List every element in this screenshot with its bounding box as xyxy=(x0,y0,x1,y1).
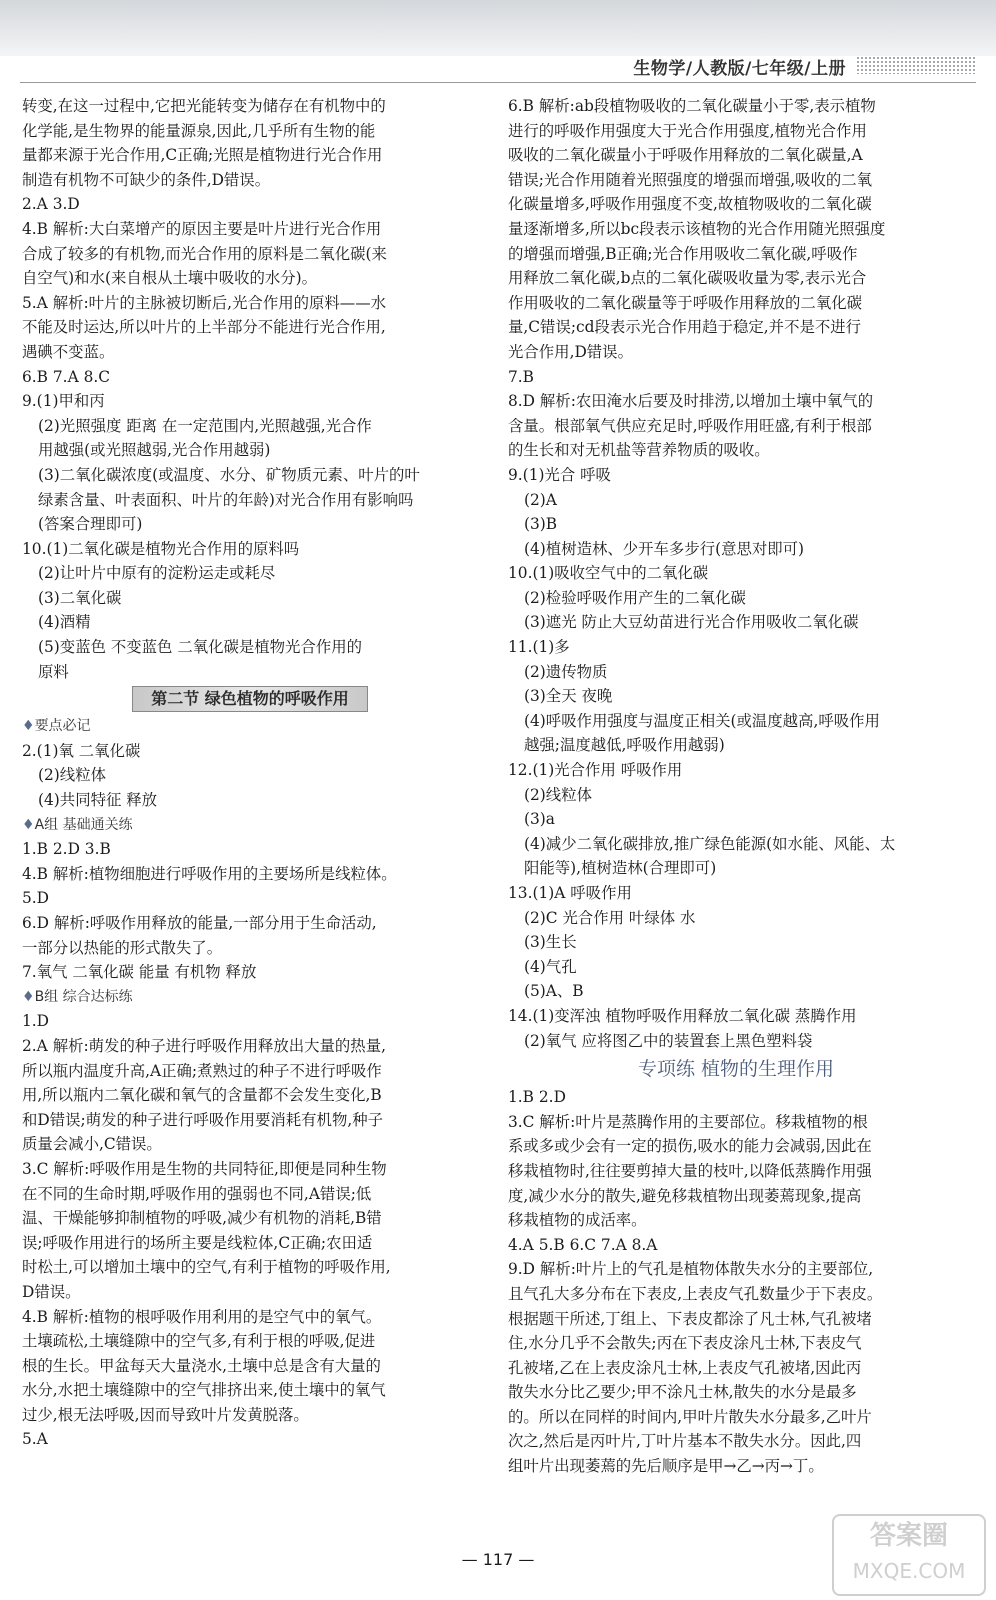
answer-line: 8.D 解析:农田淹水后要及时排涝,以增加土壤中氧气的 xyxy=(508,392,874,411)
answer-line: 遇碘不变蓝。 xyxy=(22,342,115,361)
answer-subline: (2)C 光合作用 叶绿体 水 xyxy=(524,908,696,927)
answer-subline: (4)呼吸作用强度与温度正相关(或温度越高,呼吸作用 xyxy=(524,711,880,730)
answer-line: 10.(1)二氧化碳是植物光合作用的原料吗 xyxy=(22,539,300,558)
answer-line: 化学能,是生物界的能量源泉,因此,几乎所有生物的能 xyxy=(22,121,376,140)
section-title: 第二节 绿色植物的呼吸作用 xyxy=(132,686,368,712)
answer-line: 土壤疏松,土壤缝隙中的空气多,有利于根的呼吸,促进 xyxy=(22,1332,376,1351)
answer-line: 误;呼吸作用进行的场所主要是线粒体,C正确;农田适 xyxy=(22,1233,373,1252)
answer-line: 量逐渐增多,所以bc段表示该植物的光合作用随光照强度 xyxy=(508,219,886,238)
answer-line: 度,减少水分的散失,避免移栽植物出现萎蔫现象,提高 xyxy=(508,1186,862,1205)
answer-subline: (5)变蓝色 不变蓝色 二氧化碳是植物光合作用的 xyxy=(38,638,363,657)
answer-line: 进行的呼吸作用强度大于光合作用强度,植物光合作用 xyxy=(508,121,867,140)
diamond-icon: ♦ xyxy=(22,718,35,735)
answer-line: 根据题干所述,丁组上、下表皮都涂了凡士林,气孔被堵 xyxy=(508,1309,872,1328)
answer-line: 次之,然后是丙叶片,丁叶片基本不散失水分。因此,四 xyxy=(508,1432,862,1451)
answer-line: 的生长和对无机盐等营养物质的吸收。 xyxy=(508,441,770,460)
answer-line: 量都来源于光合作用,C正确;光照是植物进行光合作用 xyxy=(22,146,383,165)
subsection-heading xyxy=(22,813,478,838)
answer-line: 1.B 2.D 3.B xyxy=(22,840,111,859)
answer-subline: (2)让叶片中原有的淀粉运走或耗尽 xyxy=(38,564,276,583)
answer-line: 14.(1)变浑浊 植物呼吸作用释放二氧化碳 蒸腾作用 xyxy=(508,1006,857,1025)
answer-line: 用释放二氧化碳,b点的二氧化碳吸收量为零,表示光合 xyxy=(508,269,867,288)
answer-line: 移栽植物的成活率。 xyxy=(508,1211,647,1230)
watermark-url: MXQE.COM xyxy=(852,1559,966,1583)
answer-subline: 原料 xyxy=(38,662,69,681)
answer-subline: (4)植树造林、少开车多步行(意思对即可) xyxy=(524,539,805,558)
answer-subline: (2)检验呼吸作用产生的二氧化碳 xyxy=(524,588,746,607)
answer-line: 5.A 解析:叶片的主脉被切断后,光合作用的原料——水 xyxy=(22,293,386,312)
header-band xyxy=(0,0,996,56)
answer-subline: (4)共同特征 释放 xyxy=(38,791,158,810)
answer-line: 量,C错误;cd段表示光合作用趋于稳定,并不是不进行 xyxy=(508,318,862,337)
answer-line: 一部分以热能的形式散失了。 xyxy=(22,938,223,957)
watermark-logo xyxy=(832,1514,986,1596)
answer-subline: (2)光照强度 距离 在一定范围内,光照越强,光合作 xyxy=(38,416,372,435)
answer-line: 9.D 解析:叶片上的气孔是植物体散失水分的主要部位, xyxy=(508,1260,874,1279)
answer-line: 9.(1)光合 呼吸 xyxy=(508,465,611,484)
answer-subline: 用越强(或光照越弱,光合作用越弱) xyxy=(38,441,271,460)
answer-line: 在不同的生命时期,呼吸作用的强弱也不同,A错误;低 xyxy=(22,1184,372,1203)
answer-line: 住,水分几乎不会散失;丙在下表皮涂凡士林,下表皮气 xyxy=(508,1334,862,1353)
answer-subline: 绿素含量、叶表面积、叶片的年龄)对光合作用有影响吗 xyxy=(38,490,414,509)
answer-line: 2.A 解析:萌发的种子进行呼吸作用释放出大量的热量, xyxy=(22,1036,386,1055)
answer-subline: (答案合理即可) xyxy=(38,515,143,534)
answer-line: 7.B xyxy=(508,367,534,386)
answer-line: 质量会减小,C错误。 xyxy=(22,1135,162,1154)
answer-line: 时松土,可以增加土壤中的空气,有利于植物的呼吸作用, xyxy=(22,1258,391,1277)
answer-subline: (4)气孔 xyxy=(524,957,577,976)
answer-line: 5.A xyxy=(22,1430,48,1449)
answer-line: 和D错误;萌发的种子进行呼吸作用要消耗有机物,种子 xyxy=(22,1110,384,1129)
subsection-label: B组 综合达标练 xyxy=(34,988,133,1005)
answer-line: 制造有机物不可缺少的条件,D错误。 xyxy=(22,170,271,189)
answer-line: 6.B 7.A 8.C xyxy=(22,367,111,386)
answer-subline: (3)全天 夜晚 xyxy=(524,687,613,706)
page-number: — 117 — xyxy=(461,1550,535,1569)
answer-line: 1.D xyxy=(22,1012,50,1031)
answer-line: 转变,在这一过程中,它把光能转变为储存在有机物中的 xyxy=(22,97,386,115)
answer-line: 6.B 解析:ab段植物吸收的二氧化碳量小于零,表示植物 xyxy=(508,97,876,115)
answer-subline: (3)遮光 防止大豆幼苗进行光合作用吸收二氧化碳 xyxy=(524,613,859,632)
answer-line: 水分,水把土壤缝隙中的空气排挤出来,使土壤中的氧气 xyxy=(22,1381,386,1400)
answer-line: 4.B 解析:植物的根呼吸作用利用的是空气中的氧气。 xyxy=(22,1307,382,1326)
answer-subline: (2)线粒体 xyxy=(524,785,592,804)
left-column xyxy=(22,94,478,1452)
answer-line: 12.(1)光合作用 呼吸作用 xyxy=(508,761,683,780)
answer-line: 用,所以瓶内二氧化碳和氧气的含量都不会发生变化,B xyxy=(22,1086,382,1105)
answer-line: 且气孔大多分布在下表皮,上表皮气孔数量少于下表皮。 xyxy=(508,1284,883,1303)
answer-line: 化碳量增多,呼吸作用强度不变,故植物吸收的二氧化碳 xyxy=(508,195,872,214)
answer-subline: (3)二氧化碳浓度(或温度、水分、矿物质元素、叶片的叶 xyxy=(38,465,420,484)
answer-line: 的。所以在同样的时间内,甲叶片散失水分最多,乙叶片 xyxy=(508,1407,872,1426)
subsection-heading xyxy=(22,985,478,1010)
answer-subline: (3)生长 xyxy=(524,933,577,952)
answer-line: 孔被堵,乙在上表皮涂凡士林,上表皮气孔被堵,因此丙 xyxy=(508,1358,862,1377)
answer-line: 所以瓶内温度升高,A正确;煮熟过的种子不进行呼吸作 xyxy=(22,1061,382,1080)
answer-line: 6.D 解析:呼吸作用释放的能量,一部分用于生命活动, xyxy=(22,914,377,932)
answer-line: 9.(1)甲和丙 xyxy=(22,392,105,411)
answer-line: 4.B 解析:大白菜增产的原因主要是叶片进行光合作用 xyxy=(22,219,382,238)
header-title: 生物学/人教版/七年级/上册 xyxy=(633,59,846,79)
answer-line: 组叶片出现萎蔫的先后顺序是甲→乙→丙→丁。 xyxy=(508,1457,824,1476)
section-banner xyxy=(22,684,478,714)
answer-line: 错误;光合作用随着光照强度的增强而增强,吸收的二氧 xyxy=(508,170,873,189)
answer-line: 自空气)和水(来自根从土壤中吸收的水分)。 xyxy=(22,269,318,288)
header-dot-pattern xyxy=(856,56,976,74)
answer-line: 含量。根部氧气供应充足时,呼吸作用旺盛,有利于根部 xyxy=(508,416,872,435)
answer-line: 4.B 解析:植物细胞进行呼吸作用的主要场所是线粒体。 xyxy=(22,864,397,883)
answer-line: 根的生长。甲盆每天大量浇水,土壤中总是含有大量的 xyxy=(22,1356,381,1375)
answer-line: 5.D xyxy=(22,889,50,908)
answer-line: 温、干燥能够抑制植物的呼吸,减少有机物的消耗,B错 xyxy=(22,1209,382,1228)
answer-line: 1.B 2.D xyxy=(508,1088,566,1107)
answer-line: 2.A 3.D xyxy=(22,195,80,214)
answer-subline: (5)A、B xyxy=(524,982,584,1001)
answer-line: 2.(1)氧 二氧化碳 xyxy=(22,741,141,760)
answer-line: 光合作用,D错误。 xyxy=(508,342,633,361)
answer-subline: (2)线粒体 xyxy=(38,766,106,785)
right-column xyxy=(508,94,964,1479)
answer-line: 散失水分比乙要少;甲不涂凡士林,散失的水分是最多 xyxy=(508,1383,857,1402)
answer-line: 4.A 5.B 6.C 7.A 8.A xyxy=(508,1235,658,1254)
answer-subline: (4)酒精 xyxy=(38,613,91,632)
answer-line: D错误。 xyxy=(22,1282,81,1301)
answer-subline: 越强;温度越低,呼吸作用越弱) xyxy=(524,736,725,755)
header-rule xyxy=(20,82,976,83)
subsection-label: A组 基础通关练 xyxy=(34,816,133,833)
answer-line: 不能及时运达,所以叶片的上半部分不能进行光合作用, xyxy=(22,318,386,337)
answer-subline: (4)减少二氧化碳排放,推广绿色能源(如水能、风能、太 xyxy=(524,834,896,853)
answer-line: 7.氧气 二氧化碳 能量 有机物 释放 xyxy=(22,963,257,982)
answer-subline: 阳能等),植树造林(合理即可) xyxy=(524,859,717,878)
answer-line: 合成了较多的有机物,而光合作用的原料是二氧化碳(来 xyxy=(22,244,387,263)
subsection-heading xyxy=(22,714,478,739)
answer-subline: (3)a xyxy=(524,810,555,829)
answer-subline: (2)遗传物质 xyxy=(524,662,608,681)
answer-subline: (3)二氧化碳 xyxy=(38,588,122,607)
answer-line: 11.(1)多 xyxy=(508,638,570,657)
answer-line: 13.(1)A 呼吸作用 xyxy=(508,884,632,902)
answer-subline: (3)B xyxy=(524,515,558,534)
answer-line: 系或多或少会有一定的损伤,吸水的能力会减弱,因此在 xyxy=(508,1137,872,1156)
answer-line: 3.C 解析:叶片是蒸腾作用的主要部位。移栽植物的根 xyxy=(508,1112,868,1131)
answer-line: 的增强而增强,B正确;光合作用吸收二氧化碳,呼吸作 xyxy=(508,244,858,263)
special-practice-title: 专项练 植物的生理作用 xyxy=(637,1058,835,1081)
diamond-icon: ♦ xyxy=(22,816,35,833)
answer-line: 作用吸收的二氧化碳量等于呼吸作用释放的二氧化碳 xyxy=(508,293,862,312)
answer-subline: (2)氧气 应将图乙中的装置套上黑色塑料袋 xyxy=(524,1031,813,1050)
diamond-icon: ♦ xyxy=(22,988,35,1005)
answer-line: 吸收的二氧化碳量小于呼吸作用释放的二氧化碳量,A xyxy=(508,146,863,165)
subsection-label: 要点必记 xyxy=(34,718,91,735)
answer-line: 移栽植物时,往往要剪掉大量的枝叶,以降低蒸腾作用强 xyxy=(508,1161,872,1180)
answer-line: 过少,根无法呼吸,因而导致叶片发黄脱落。 xyxy=(22,1405,309,1424)
watermark-title: 答案圈 xyxy=(869,1521,948,1551)
answer-subline: (2)A xyxy=(524,490,557,509)
answer-line: 3.C 解析:呼吸作用是生物的共同特征,即便是同种生物 xyxy=(22,1159,387,1178)
answer-line: 10.(1)吸收空气中的二氧化碳 xyxy=(508,564,709,583)
